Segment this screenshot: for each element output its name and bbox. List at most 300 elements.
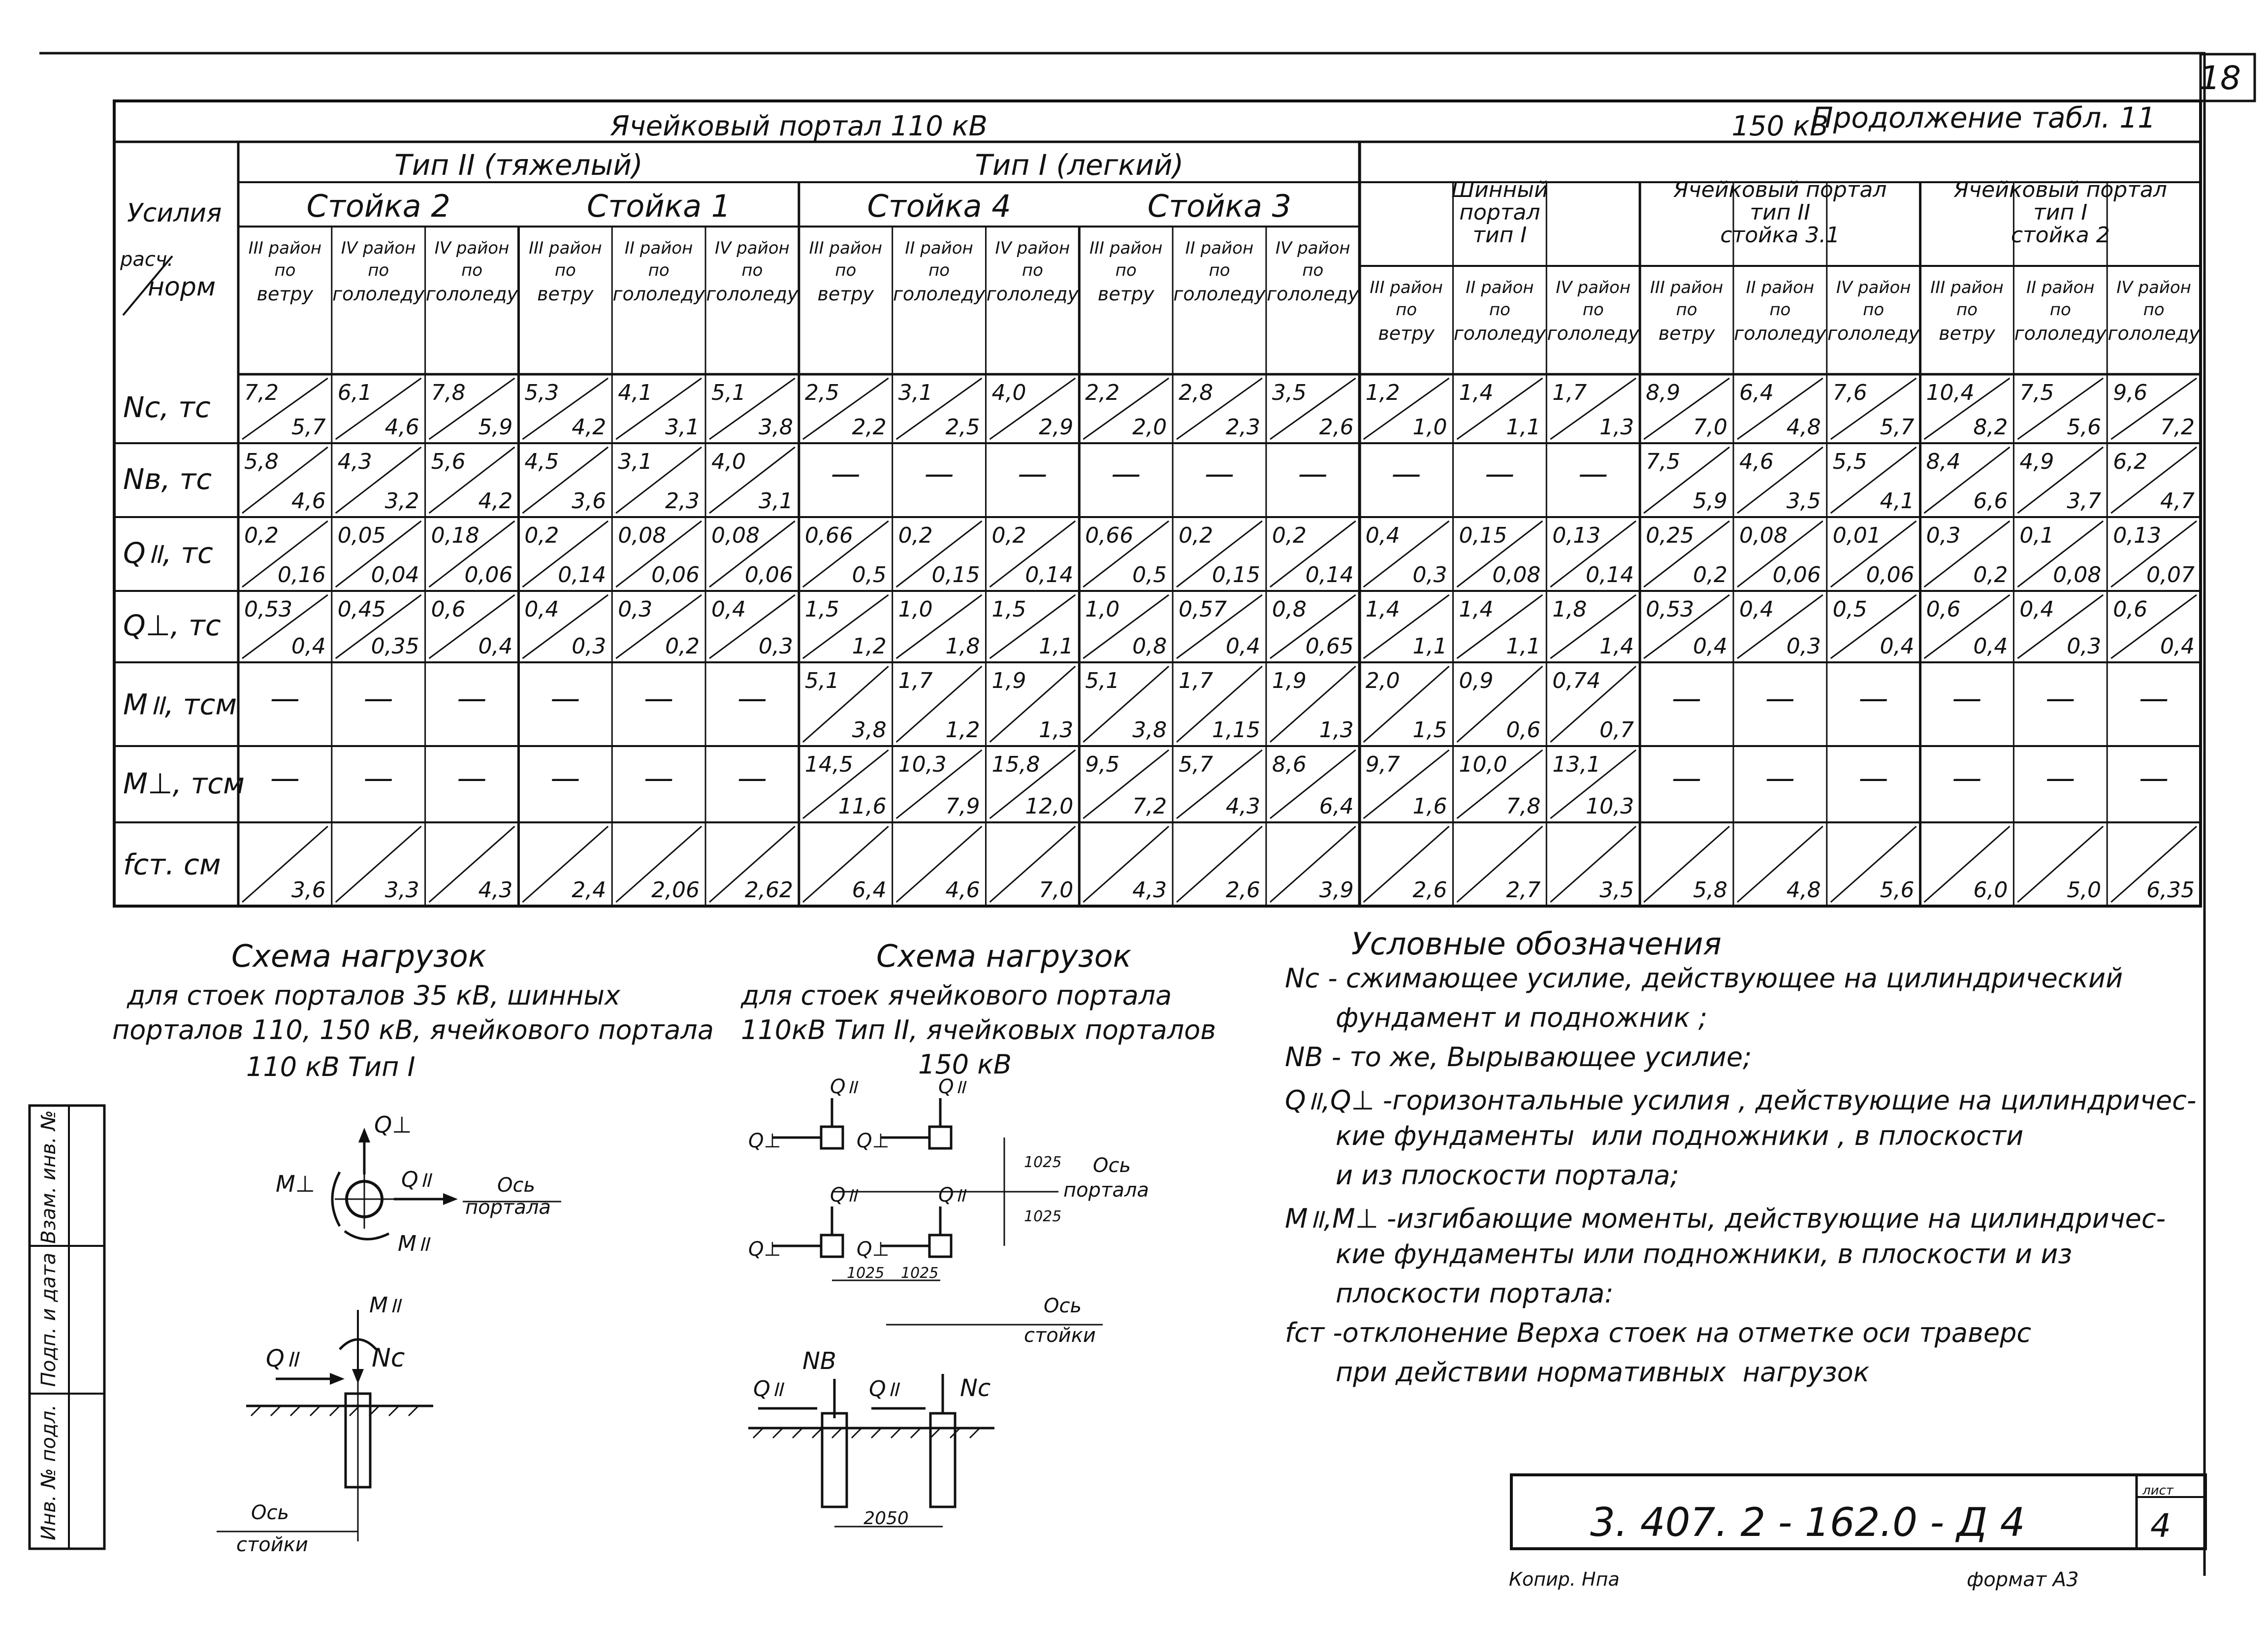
label-m-par: M॥: [369, 1293, 401, 1318]
cell-calc-value: 1,4: [1459, 380, 1494, 405]
cell-norm-value: 0,4: [1973, 634, 2008, 659]
scheme1-line1: для стоек порталов 35 кВ, шинных: [127, 980, 620, 1011]
dash-cell: —: [737, 681, 767, 716]
cell-calc-value: 1,0: [898, 597, 933, 622]
cell-calc-value: 5,5: [1832, 449, 1867, 474]
cell-norm-value: 6,35: [2146, 878, 2195, 903]
cell-norm-value: 0,06: [464, 562, 513, 587]
cell-norm-value: 2,5: [945, 415, 980, 440]
cell-norm-value: 1,3: [1039, 717, 1074, 743]
cell-norm-value: 2,3: [665, 489, 700, 514]
column-header: по: [1209, 261, 1230, 280]
dash-cell: —: [1111, 456, 1141, 491]
cell-calc-value: 10,4: [1926, 380, 1975, 405]
column-square-icon: [929, 1235, 951, 1257]
dash-cell: —: [644, 761, 674, 796]
cell-calc-value: 0,1: [2019, 523, 2054, 548]
cell-norm-value: 3,7: [2067, 489, 2102, 514]
cell-norm-value: 5,6: [1880, 878, 1915, 903]
side-stamp-label: Инв. № подл.: [37, 1404, 60, 1540]
header-110kv: Ячейковый портал 110 кВ: [610, 110, 988, 142]
cell-calc-value: 9,7: [1365, 752, 1400, 777]
dash-cell: —: [457, 681, 487, 716]
header-cell_t1: Ячейковый портал: [1953, 177, 2167, 202]
cell-calc-value: 7,5: [2019, 380, 2054, 405]
label-nc: Nс: [960, 1374, 991, 1402]
cell-norm-value: 4,6: [291, 489, 326, 514]
label-q-perp: Q⊥: [748, 1130, 781, 1152]
cell-calc-value: 1,9: [1272, 668, 1307, 693]
cell-norm-value: 1,1: [1506, 634, 1541, 659]
cell-norm-value: 2,62: [744, 878, 793, 903]
cell-calc-value: 4,0: [711, 449, 746, 474]
cell-norm-value: 1,8: [945, 634, 980, 659]
side-stamp-label: Подп. и дата: [37, 1252, 60, 1387]
cell-calc-value: 8,9: [1646, 380, 1681, 405]
dash-cell: —: [644, 681, 674, 716]
cell-norm-value: 4,3: [478, 878, 513, 903]
cell-calc-value: 4,3: [337, 449, 372, 474]
cell-calc-value: 0,74: [1552, 668, 1601, 693]
column-header: по: [274, 261, 296, 280]
legend-item: fст -отклонение Верха стоек на отметке оси траверс: [1285, 1317, 2032, 1348]
column-header: II район: [905, 238, 973, 258]
cell-norm-value: 4,8: [1786, 878, 1821, 903]
cell-calc-value: 2,8: [1179, 380, 1214, 405]
cell-calc-value: 4,1: [618, 380, 653, 405]
cell-norm-value: 0,35: [371, 634, 419, 659]
dash-cell: —: [2139, 681, 2169, 716]
cell-calc-value: 0,2: [244, 523, 279, 548]
column-header: III район: [1650, 278, 1724, 297]
cell-calc-value: 13,1: [1552, 752, 1601, 777]
cell-calc-value: 1,4: [1365, 597, 1400, 622]
cell-calc-value: 0,13: [2113, 523, 2162, 548]
cell-calc-value: 15,8: [991, 752, 1040, 777]
header-cell_t2: Ячейковый портал: [1673, 177, 1887, 202]
cell-norm-value: 0,07: [2146, 562, 2195, 587]
label-q-par: Q॥: [938, 1075, 966, 1098]
column-header: по: [1489, 300, 1510, 320]
footer-copied: Копир. Нпа: [1509, 1568, 1620, 1590]
cell-calc-value: 1,7: [1552, 380, 1587, 405]
cell-norm-value: 1,5: [1412, 717, 1447, 743]
cell-norm-value: 7,2: [2160, 415, 2195, 440]
column-header: III район: [529, 238, 602, 258]
cell-calc-value: 0,4: [524, 597, 559, 622]
cell-norm-value: 0,4: [478, 634, 513, 659]
scheme2-line2: 110кВ Тип II, ячейковых порталов: [741, 1014, 1216, 1045]
column-header: II район: [1746, 278, 1815, 297]
cell-calc-value: 1,4: [1459, 597, 1494, 622]
cell-calc-value: 2,5: [804, 380, 839, 405]
cell-calc-value: 2,0: [1365, 668, 1400, 693]
column-header: IV район: [341, 238, 416, 258]
dash-cell: —: [737, 761, 767, 796]
cell-calc-value: 7,2: [244, 380, 279, 405]
header-bus_portal: портал: [1459, 200, 1540, 225]
cell-norm-value: 0,5: [852, 562, 887, 587]
cell-calc-value: 0,6: [2113, 597, 2148, 622]
column-header: гололеду: [1173, 283, 1266, 305]
ground-hatch: [290, 1406, 300, 1416]
ground-hatch: [793, 1428, 802, 1438]
header-cell_t1: стойка 2: [2011, 223, 2110, 248]
header-cell_t2: стойка 3.1: [1720, 223, 1840, 248]
label-q-par: Q॥: [938, 1184, 966, 1206]
row-label: Nв, тс: [123, 462, 212, 496]
cell-calc-value: 8,6: [1272, 752, 1307, 777]
legend-item: Nс - сжимающее усилие, действующее на цилиндрический: [1285, 963, 2123, 994]
cell-norm-value: 1,6: [1412, 794, 1447, 819]
label-nc: Nс: [372, 1343, 405, 1373]
column-header: II район: [1185, 238, 1254, 258]
cell-calc-value: 0,9: [1459, 668, 1494, 693]
cell-calc-value: 0,05: [337, 523, 386, 548]
label-q-par: Q॥: [401, 1167, 431, 1192]
cell-calc-value: 1,2: [1365, 380, 1400, 405]
cell-calc-value: 14,5: [804, 752, 853, 777]
label-m-par: M॥: [398, 1231, 430, 1256]
cell-norm-value: 0,04: [371, 562, 419, 587]
cell-calc-value: 0,53: [244, 597, 292, 622]
row-label: Q⊥, тс: [123, 608, 221, 642]
column-header: по: [2143, 300, 2165, 320]
row-label: M⊥, тсм: [123, 767, 245, 801]
cell-norm-value: 5,7: [1880, 415, 1915, 440]
dash-cell: —: [1858, 761, 1888, 796]
cell-norm-value: 4,1: [1880, 489, 1915, 514]
column-header: ветру: [1939, 323, 1995, 344]
cell-calc-value: 4,9: [2019, 449, 2054, 474]
cell-calc-value: 0,2: [1272, 523, 1307, 548]
column-header: ветру: [537, 283, 594, 305]
column-header: по: [554, 261, 576, 280]
cell-norm-value: 3,5: [1786, 489, 1821, 514]
cell-calc-value: 0,3: [618, 597, 653, 622]
column-header: IV район: [995, 238, 1070, 258]
cell-norm-value: 4,8: [1786, 415, 1821, 440]
cell-calc-value: 7,8: [431, 380, 466, 405]
dimension-label: 2050: [863, 1508, 909, 1529]
cell-norm-value: 2,06: [651, 878, 700, 903]
cell-calc-value: 6,4: [1739, 380, 1774, 405]
cell-norm-value: 0,3: [2067, 634, 2102, 659]
cell-norm-value: 1,4: [1599, 634, 1634, 659]
cell-norm-value: 3,1: [665, 415, 700, 440]
cell-norm-value: 3,5: [1599, 878, 1634, 903]
dash-cell: —: [1578, 456, 1608, 491]
column-header: по: [1115, 261, 1137, 280]
label-axis: портала: [1063, 1179, 1149, 1202]
cell-norm-value: 8,2: [1973, 415, 2008, 440]
column-header: IV район: [1556, 278, 1631, 297]
stamp-code: 3. 407. 2 - 162.0 - Д 4: [1590, 1499, 2025, 1545]
cell-norm-value: 0,7: [1599, 717, 1634, 743]
column-header: по: [461, 261, 483, 280]
scheme2-line3: 150 кВ: [918, 1049, 1012, 1080]
legend-item: плоскости портала:: [1285, 1278, 1614, 1309]
cell-norm-value: 0,4: [291, 634, 326, 659]
label-axis: стойки: [236, 1533, 308, 1556]
cell-norm-value: 2,4: [572, 878, 607, 903]
cell-norm-value: 0,2: [1693, 562, 1727, 587]
cell-norm-value: 2,3: [1225, 415, 1260, 440]
cell-norm-value: 2,0: [1132, 415, 1167, 440]
dash-cell: —: [2045, 681, 2076, 716]
cell-norm-value: 1,1: [1039, 634, 1074, 659]
column-header: по: [368, 261, 389, 280]
label-q-perp: Q⊥: [748, 1238, 781, 1261]
cell-norm-value: 0,4: [1880, 634, 1915, 659]
column-header: гололеду: [1827, 323, 1920, 344]
dash-cell: —: [2045, 761, 2076, 796]
cell-calc-value: 5,3: [524, 380, 559, 405]
label-q-par: Q॥: [830, 1184, 858, 1206]
cell-norm-value: 0,14: [558, 562, 607, 587]
dash-cell: —: [1298, 456, 1328, 491]
ground-hatch: [271, 1406, 281, 1416]
dash-cell: —: [550, 761, 580, 796]
corner-label: Усилия: [127, 198, 222, 228]
cell-norm-value: 2,2: [852, 415, 887, 440]
cell-norm-value: 0,06: [651, 562, 700, 587]
column-header: по: [1676, 300, 1697, 320]
label-q-par: Q॥: [266, 1345, 299, 1372]
cell-calc-value: 0,6: [431, 597, 466, 622]
label-nv: NВ: [802, 1347, 836, 1375]
cell-calc-value: 6,1: [337, 380, 372, 405]
column-square-icon: [929, 1127, 951, 1148]
cell-norm-value: 3,8: [852, 717, 887, 743]
label-axis: Ось: [497, 1174, 536, 1197]
cell-norm-value: 5,0: [2067, 878, 2102, 903]
label-axis: стойки: [1024, 1324, 1096, 1347]
cell-calc-value: 0,01: [1832, 523, 1881, 548]
legend-item: кие фундаменты или подножники , в плоскости: [1285, 1120, 2024, 1151]
label-q-par: Q॥: [869, 1376, 899, 1401]
column-header: гололеду: [332, 283, 425, 305]
cell-calc-value: 5,8: [244, 449, 279, 474]
legend-title: Условные обозначения: [1351, 926, 1722, 962]
column-header: гололеду: [1734, 323, 1826, 344]
cell-norm-value: 4,2: [572, 415, 607, 440]
column-header: ветру: [817, 283, 874, 305]
cell-calc-value: 0,2: [1179, 523, 1214, 548]
moment-arc-icon: [345, 1231, 389, 1239]
column-header: гололеду: [986, 283, 1079, 305]
column-header: гололеду: [893, 283, 986, 305]
cell-norm-value: 2,9: [1039, 415, 1074, 440]
scheme1-drawing: [217, 1111, 561, 1556]
cell-norm-value: 0,2: [665, 634, 700, 659]
cell-norm-value: 0,6: [1506, 717, 1541, 743]
dash-cell: —: [1858, 681, 1888, 716]
scheme2-drawing: [748, 1075, 1149, 1529]
cell-calc-value: 4,0: [991, 380, 1026, 405]
arrowhead-icon: [330, 1373, 345, 1385]
cell-calc-value: 0,45: [337, 597, 386, 622]
cell-norm-value: 1,0: [1412, 415, 1447, 440]
cell-calc-value: 1,8: [1552, 597, 1587, 622]
stamp-list-label: лист: [2142, 1483, 2173, 1498]
table-continuation: Продолжение табл. 11: [1812, 101, 2156, 134]
cell-norm-value: 1,15: [1212, 717, 1260, 743]
dash-cell: —: [1765, 681, 1795, 716]
cell-norm-value: 0,4: [1225, 634, 1260, 659]
header-type2: Тип II (тяжелый): [394, 148, 643, 182]
scheme1-title: Схема нагрузок: [231, 938, 487, 974]
label-axis: Ось: [1093, 1154, 1131, 1177]
cell-calc-value: 1,9: [991, 668, 1026, 693]
cell-norm-value: 0,4: [1693, 634, 1727, 659]
dash-cell: —: [1672, 761, 1702, 796]
cell-norm-value: 3,3: [384, 878, 419, 903]
column-header: по: [2049, 300, 2071, 320]
cell-calc-value: 0,66: [1085, 523, 1134, 548]
dash-cell: —: [831, 456, 861, 491]
cell-calc-value: 1,0: [1085, 597, 1120, 622]
scheme1-line3: 110 кВ Тип I: [246, 1051, 415, 1082]
cell-norm-value: 10,3: [1586, 794, 1634, 819]
column-header: по: [648, 261, 670, 280]
column-header: гололеду: [1453, 323, 1546, 344]
cell-calc-value: 6,2: [2113, 449, 2148, 474]
column-header: гололеду: [1267, 283, 1359, 305]
cell-calc-value: 0,08: [618, 523, 667, 548]
dash-cell: —: [550, 681, 580, 716]
cell-calc-value: 5,1: [804, 668, 839, 693]
cell-norm-value: 0,14: [1586, 562, 1634, 587]
cell-norm-value: 0,15: [1212, 562, 1260, 587]
header-150kv: 150 кВ: [1731, 110, 1829, 142]
dash-cell: —: [924, 456, 954, 491]
ground-hatch: [930, 1428, 940, 1438]
cell-norm-value: 4,3: [1132, 878, 1167, 903]
legend-item: фундамент и подножник ;: [1285, 1002, 1708, 1033]
cell-norm-value: 12,0: [1025, 794, 1074, 819]
column-header: ветру: [1378, 323, 1435, 344]
corner-label: расч.: [120, 248, 174, 271]
column-header: III район: [248, 238, 322, 258]
dash-cell: —: [1765, 761, 1795, 796]
row-label: Q॥, тс: [123, 536, 213, 570]
column-header: гололеду: [706, 283, 799, 305]
label-axis: портала: [465, 1196, 551, 1219]
cell-calc-value: 1,5: [991, 597, 1026, 622]
header-cell_t2: тип II: [1750, 200, 1811, 225]
cell-calc-value: 7,6: [1832, 380, 1867, 405]
cell-calc-value: 5,7: [1179, 752, 1214, 777]
cell-norm-value: 6,4: [852, 878, 887, 903]
footer-format: формат А3: [1967, 1568, 2079, 1591]
ground-hatch: [871, 1428, 881, 1438]
column-square-icon: [821, 1127, 843, 1148]
ground-hatch: [832, 1428, 842, 1438]
cell-calc-value: 0,4: [1365, 523, 1400, 548]
dash-cell: —: [1205, 456, 1234, 491]
ground-hatch: [852, 1428, 862, 1438]
column-header: III район: [1089, 238, 1163, 258]
dimension-label: 1025: [1024, 1208, 1062, 1225]
legend-item: при действии нормативных нагрузок: [1285, 1357, 1870, 1388]
cell-norm-value: 1,1: [1412, 634, 1447, 659]
cell-calc-value: 9,5: [1085, 752, 1120, 777]
column-header: гололеду: [2108, 323, 2200, 344]
cell-norm-value: 11,6: [838, 794, 887, 819]
cell-norm-value: 7,0: [1693, 415, 1727, 440]
cell-norm-value: 0,3: [1786, 634, 1821, 659]
dash-cell: —: [270, 681, 300, 716]
column-header: IV район: [2116, 278, 2191, 297]
cell-norm-value: 0,3: [1412, 562, 1447, 587]
cell-calc-value: 9,6: [2113, 380, 2148, 405]
cell-norm-value: 2,6: [1412, 878, 1447, 903]
label-q-par: Q॥: [830, 1075, 858, 1098]
column-header: по: [1022, 261, 1043, 280]
cell-norm-value: 5,6: [2067, 415, 2102, 440]
label-q-perp: Q⊥: [374, 1111, 412, 1138]
cell-calc-value: 0,57: [1179, 597, 1227, 622]
label-axis: Ось: [1044, 1295, 1082, 1317]
dash-cell: —: [457, 761, 487, 796]
legend-item: M॥,M⊥ -изгибающие моменты, действующие на цилиндричес-: [1285, 1203, 2166, 1234]
cell-norm-value: 0,06: [744, 562, 793, 587]
header-stoika1: Стойка 1: [587, 188, 731, 224]
dash-cell: —: [1485, 456, 1515, 491]
column-header: III район: [809, 238, 882, 258]
cell-norm-value: 1,3: [1599, 415, 1634, 440]
column-header: III район: [1930, 278, 2004, 297]
label-q-perp: Q⊥: [857, 1130, 890, 1152]
ground-hatch: [409, 1406, 418, 1416]
label-q-par: Q॥: [753, 1376, 783, 1401]
cell-calc-value: 0,2: [991, 523, 1026, 548]
cell-calc-value: 0,13: [1552, 523, 1601, 548]
cell-calc-value: 0,4: [1739, 597, 1774, 622]
column-header: гололеду: [1547, 323, 1639, 344]
cell-calc-value: 0,15: [1459, 523, 1507, 548]
ground-hatch: [389, 1406, 399, 1416]
cell-norm-value: 0,65: [1305, 634, 1354, 659]
legend-item: кие фундаменты или подножники, в плоскости и из: [1285, 1238, 2073, 1270]
cell-norm-value: 4,7: [2160, 489, 2195, 514]
column-header: ветру: [1658, 323, 1715, 344]
cell-norm-value: 3,2: [384, 489, 419, 514]
cell-norm-value: 0,06: [1772, 562, 1821, 587]
column-header: по: [1302, 261, 1324, 280]
cell-norm-value: 7,9: [945, 794, 980, 819]
ground-hatch: [753, 1428, 763, 1438]
cell-norm-value: 5,9: [478, 415, 513, 440]
cell-calc-value: 4,5: [524, 449, 559, 474]
cell-norm-value: 0,15: [931, 562, 980, 587]
cell-calc-value: 0,18: [431, 523, 479, 548]
cell-norm-value: 5,7: [291, 415, 326, 440]
cell-calc-value: 0,08: [711, 523, 760, 548]
cell-calc-value: 0,3: [1926, 523, 1961, 548]
cell-norm-value: 1,2: [852, 634, 887, 659]
row-label: Nс, тс: [123, 390, 211, 424]
cell-norm-value: 0,2: [1973, 562, 2008, 587]
cell-norm-value: 3,6: [572, 489, 607, 514]
arrowhead-icon: [358, 1128, 370, 1142]
cell-norm-value: 2,7: [1506, 878, 1541, 903]
cell-calc-value: 0,8: [1272, 597, 1307, 622]
cell-calc-value: 3,5: [1272, 380, 1307, 405]
arrowhead-icon: [443, 1193, 458, 1205]
column-header: IV район: [1836, 278, 1911, 297]
